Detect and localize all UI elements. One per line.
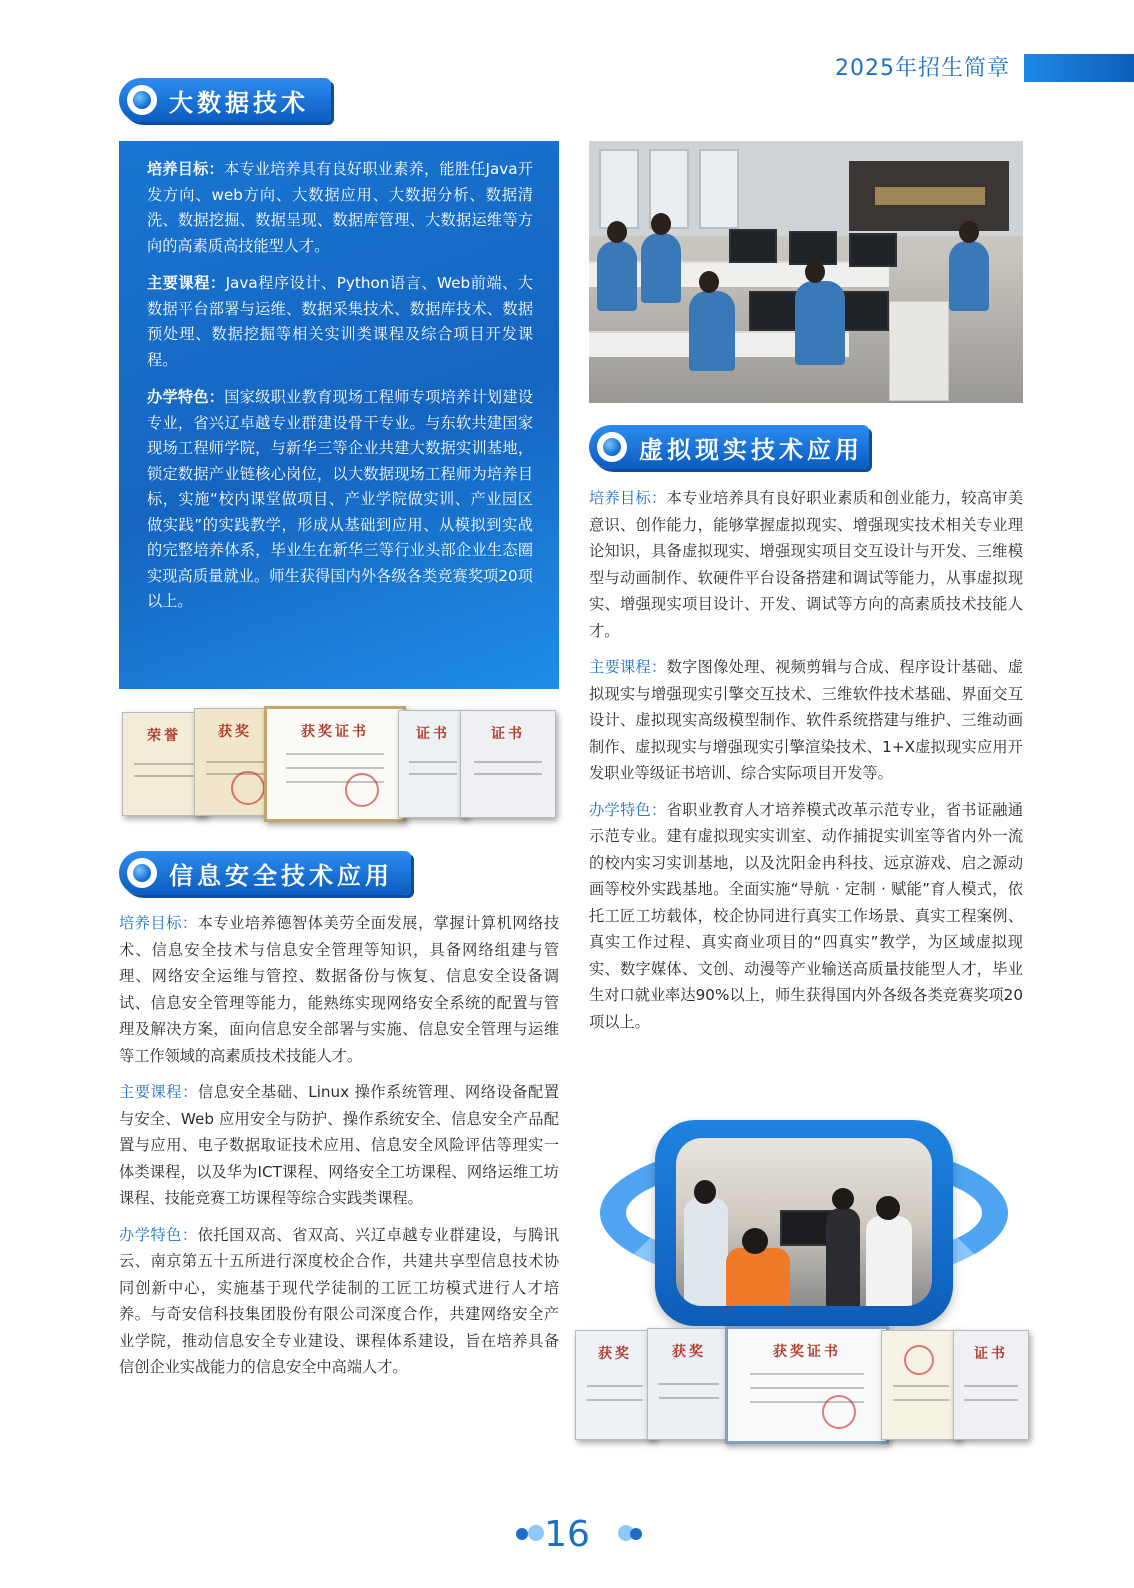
infosec-text xyxy=(119,910,559,1391)
page-dot-decoration xyxy=(630,1528,642,1540)
certificate: 获奖证书 xyxy=(725,1326,889,1444)
section-title-vr: 虚拟现实技术应用 xyxy=(639,435,863,464)
globe-badge-icon xyxy=(127,85,157,115)
vr-text xyxy=(589,485,1023,1045)
vr-headset-photo xyxy=(600,1108,1008,1338)
infosec-courses: 主要课程：信息安全基础、Linux 操作系统管理、网络设备配置与安全、Web 应用安全与防护、操作系统安全、信息安全产品配置与应用、电子数据取证技术应用、信息安全风险评估等理实一体类课程，以及华为ICT课程、网络安全工坊课程、网络运维工坊课程、技能竞赛工坊课程等综合实践类课程。 xyxy=(119,1083,560,1207)
section-title-bigdata: 大数据技术 xyxy=(169,88,309,117)
certificate: 获奖 xyxy=(647,1328,731,1440)
section-title-infosec: 信息安全技术应用 xyxy=(169,861,393,890)
certificate: 证书 xyxy=(460,710,556,818)
certificate: 获奖 xyxy=(575,1330,655,1440)
certificate: 证书 xyxy=(398,710,468,818)
header-accent-bar xyxy=(1024,54,1134,82)
section-banner-infosec xyxy=(119,851,411,895)
bigdata-features: 办学特色：国家级职业教育现场工程师专项培养计划建设专业，省兴辽卓越专业群建设骨干专业。与东软共建国家现场工程师学院，与新华三等企业共建大数据实训基地，锁定数据产业链核心岗位，以大数据现场工程师为培养目标，实施“校内课堂做项目、产业学院做实训、产业园区做实践”的实践教学，形成从基础到应用、从模拟到实战的完整培养体系，毕业生在新华三等行业头部企业生态圈实现高质量就业。师生获得国内外各级各类竞赛奖项20项以上。 xyxy=(147,388,534,610)
bigdata-text-panel xyxy=(119,141,559,689)
vr-courses: 主要课程：数字图像处理、视频剪辑与合成、程序设计基础、虚拟现实与增强现实引擎交互技术、三维软件技术基础、界面交互设计、虚拟现实高级模型制作、软件系统搭建与维护、三维动画制作、虚拟现实与增强现实引擎渲染技术、1+X虚拟现实应用开发职业等级证书培训、综合实际项目开发等。 xyxy=(589,658,1024,782)
page-number: 16 xyxy=(544,1514,590,1555)
certificate xyxy=(881,1330,961,1440)
certificate: 获奖证书 xyxy=(264,706,406,822)
certificate-strip-bottom xyxy=(575,1326,1030,1446)
computer-lab-photo xyxy=(589,141,1023,403)
infosec-features: 办学特色：依托国双高、省双高、兴辽卓越专业群建设，与腾讯云、南京第五十五所进行深度校企合作，共建共享型信息技术协同创新中心，实施基于现代学徒制的工匠工坊模式进行人才培养。与奇安信科技集团股份有限公司深度合作，共建网络安全产业学院，推动信息安全专业建设、课程体系建设，旨在培养具备信创企业实战能力的信息安全中高端人才。 xyxy=(119,1225,560,1376)
bigdata-goal: 培养目标：本专业培养具有良好职业素养，能胜任Java开发方向、web方向、大数据应用、大数据分析、数据清洗、数据挖掘、数据呈现、数据库管理、大数据运维等方向的高素质高技能型人才。 xyxy=(147,160,533,255)
certificate: 获奖 xyxy=(194,708,276,816)
vr-goal: 培养目标：本专业培养具有良好职业素质和创业能力，较高审美意识、创作能力，能够掌握虚拟现实、增强现实技术相关专业理论知识，具备虚拟现实、增强现实项目交互设计与开发、三维模型与动画制作、软硬件平台设备搭建和调试等能力，从事虚拟现实、增强现实项目设计、开发、调试等方向的高素质技术技能人才。 xyxy=(589,489,1024,640)
certificate: 荣誉 xyxy=(122,712,206,816)
globe-badge-icon xyxy=(127,858,157,888)
bigdata-courses: 主要课程：Java程序设计、Python语言、Web前端、大数据平台部署与运维、数据采集技术、数据库技术、数据预处理、数据挖掘等相关实训类课程及综合项目开发课程。 xyxy=(147,274,533,369)
vr-features: 办学特色：省职业教育人才培养模式改革示范专业，省书证融通示范专业。建有虚拟现实实训室、动作捕捉实训室等省内外一流的校内实习实训基地，以及沈阳金冉科技、远京游戏、启之源动画等校外实践基地。全面实施“导航 · 定制 · 赋能”育人模式，依托工匠工坊载体，校企协同进行真实工作场景、真实工程案例、真实工作过程、真实商业项目的“四真实”教学，为区域虚拟现实、数字媒体、文创、动漫等产业输送高质量技能型人才，毕业生对口就业率达90%以上，师生获得国内外各级各类竞赛奖项20项以上。 xyxy=(589,800,1024,1031)
page-dot-decoration xyxy=(516,1528,528,1540)
section-banner-bigdata xyxy=(119,78,331,122)
header-title: 2025年招生简章 xyxy=(835,56,1010,81)
certificate-strip-top xyxy=(122,706,558,826)
section-banner-vr xyxy=(589,425,869,469)
infosec-goal: 培养目标：本专业培养德智体美劳全面发展，掌握计算机网络技术、信息安全技术与信息安全管理等知识，具备网络组建与管理、网络安全运维与管控、数据备份与恢复、信息安全设备调试、信息安全管理等能力，能熟练实现网络安全系统的配置与管理及解决方案，面向信息安全部署与实施、信息安全管理与运维等工作领域的高素质技术技能人才。 xyxy=(119,914,560,1065)
globe-badge-icon xyxy=(597,432,627,462)
certificate: 证书 xyxy=(953,1330,1029,1440)
